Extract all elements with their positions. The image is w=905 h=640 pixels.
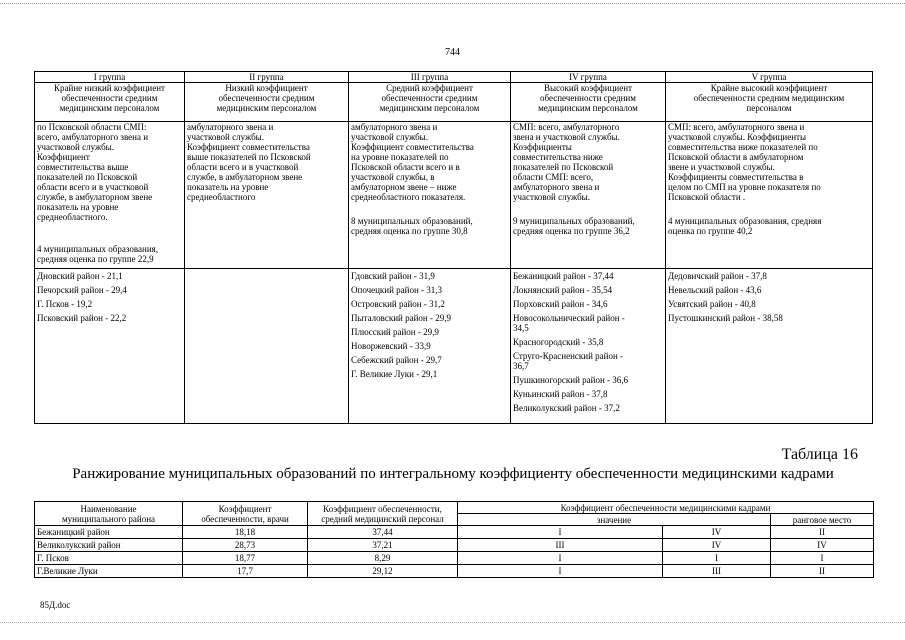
value-group-cell: IV	[663, 539, 771, 552]
value-group-cell: III	[458, 539, 663, 552]
district-item: Красногородский - 35,8	[513, 337, 604, 347]
value-group-cell: III	[663, 565, 771, 578]
rank-cell: II	[771, 526, 874, 539]
district-list-cell	[666, 269, 873, 424]
group-description: Средний коэффициент обеспеченности средним медицинским персоналом	[349, 83, 511, 122]
page-number: 744	[445, 47, 460, 58]
header-nurses: Коэффициент обеспеченности, средний медицинский персонал	[308, 502, 458, 526]
district-item: Локнянский район - 35,54	[513, 285, 613, 295]
table-row	[35, 552, 874, 565]
district-name-cell: Г. Псков	[35, 552, 183, 565]
rank-cell: IV	[771, 539, 874, 552]
groups-table	[34, 71, 873, 424]
district-list-cell	[185, 269, 349, 424]
district-item: Дновский район - 21,1	[37, 271, 123, 281]
district-item: Гдовский район - 31,9	[351, 271, 435, 281]
rank-cell: I	[771, 552, 874, 565]
district-list	[37, 271, 182, 323]
nurses-value-cell: 37,21	[308, 539, 458, 552]
footer-filename: 85Д.doc	[40, 600, 71, 610]
group-description: Крайне низкий коэффициент обеспеченности средним медицинским персоналом	[35, 83, 185, 122]
nurses-value-cell: 8,29	[308, 552, 458, 565]
district-item: Пыталовский район - 29,9	[351, 313, 451, 323]
district-item: Струго-Красненский район - 36,7	[513, 351, 624, 371]
group-label: IV группа	[511, 72, 666, 83]
nurses-value-cell: 37,44	[308, 526, 458, 539]
group-description: Крайне высокий коэффициент обеспеченности средним медицинским персоналом	[666, 83, 873, 122]
value-group-cell: IV	[663, 526, 771, 539]
group-text-cell	[35, 122, 185, 269]
group-text-cell	[666, 122, 873, 269]
district-item: Печорский район - 29,4	[37, 285, 127, 295]
district-list-cell	[511, 269, 666, 424]
header-district-name: Наименование муниципального района	[35, 502, 183, 526]
district-item: Великолукский район - 37,2	[513, 403, 620, 413]
district-item: Плюсский район - 29,9	[351, 327, 439, 337]
district-item: Новоржевский - 33,9	[351, 341, 431, 351]
table-number: Таблица 16	[781, 446, 858, 463]
district-item: Дедовичский район - 37,8	[668, 271, 767, 281]
group-label: II группа	[185, 72, 349, 83]
district-item: Усвятский район - 40,8	[668, 299, 756, 309]
district-list	[351, 271, 508, 379]
ranking-table	[34, 501, 874, 578]
group-text-cell	[349, 122, 511, 269]
header-medical-staff: Коэффициент обеспеченности медицинскими кадрами	[458, 502, 874, 514]
group-text: СМП: всего, амбулаторного звена и участковой службы. Коэффициенты совместительства ниже показателей по Псковской области в амбулаторном звене и участковой службы. Коэффициенты совместительства в целом по СМП на уровне показателя по Псковской области .	[668, 122, 821, 202]
bottom-border-line	[0, 622, 905, 623]
district-list	[513, 271, 663, 413]
district-item: Островский район - 31,2	[351, 299, 445, 309]
table-row	[35, 565, 874, 578]
header-doctors: Коэффициент обеспеченности, врачи	[183, 502, 308, 526]
group-text-row	[35, 122, 873, 269]
district-item: Бежаницкий район - 37,44	[513, 271, 614, 281]
district-list	[668, 271, 870, 323]
rank-cell: II	[771, 565, 874, 578]
value-group-cell: I	[458, 565, 663, 578]
district-name-cell: Великолукский район	[35, 539, 183, 552]
district-item: Куньинский район - 37,8	[513, 389, 608, 399]
district-item: Г. Великие Луки - 29,1	[351, 369, 438, 379]
group-text: амбулаторного звена и участковой службы. Коэффициент совместительства выше показателей по Псковской области всего и в участковой службе, в амбулаторном звене показатель на уровне среднеобластного	[187, 122, 311, 202]
group-description-row	[35, 83, 873, 122]
group-note: 4 муниципальных образования, средняя оценка по группе 40,2	[668, 216, 822, 236]
header-value: значение	[458, 514, 771, 526]
group-text: по Псковской области СМП: всего, амбулаторного звена и участковой службы. Коэффициент совместительства выше показателей по Псковской области всего и в участковой службе, в амбулаторном звене показатель на уровне среднеобластного.	[37, 122, 153, 222]
doctors-value-cell: 17,7	[183, 565, 308, 578]
group-text: СМП: всего, амбулаторного звена и участковой службы. Коэффициенты совместительства ниже показателей по Псковской области СМП: всего, амбулаторного звена и участковой службы.	[513, 122, 620, 202]
value-group-cell: I	[663, 552, 771, 565]
district-item: Г. Псков - 19,2	[37, 299, 93, 309]
top-border-line	[0, 3, 905, 4]
district-item: Псковский район - 22,2	[37, 313, 127, 323]
value-group-cell: I	[458, 552, 663, 565]
nurses-value-cell: 29,12	[308, 565, 458, 578]
group-description: Низкий коэффициент обеспеченности средним медицинским персоналом	[185, 83, 349, 122]
table-row	[35, 539, 874, 552]
group-description: Высокий коэффициент обеспеченности средним медицинским персоналом	[511, 83, 666, 122]
district-name-cell: Г.Великие Луки	[35, 565, 183, 578]
group-districts-row	[35, 269, 873, 424]
table-row	[35, 526, 874, 539]
group-note: 4 муниципальных образования, средняя оценка по группе 22,9	[37, 244, 159, 264]
district-item: Пустошкинский район - 38,58	[668, 313, 783, 323]
district-list-cell	[35, 269, 185, 424]
district-name-cell: Бежаницкий район	[35, 526, 183, 539]
group-text-cell	[185, 122, 349, 269]
district-item: Пушкиногорский район - 36,6	[513, 375, 629, 385]
group-label: III группа	[349, 72, 511, 83]
group-label-row	[35, 72, 873, 83]
group-label: I группа	[35, 72, 185, 83]
district-item: Себежский район - 29,7	[351, 355, 442, 365]
district-list-cell	[349, 269, 511, 424]
district-item: Опочецкий район - 31,3	[351, 285, 443, 295]
group-text-cell	[511, 122, 666, 269]
table-title: Ранжирование муниципальных образований по интегральному коэффициенту обеспеченности медицинскими кадрами	[72, 466, 834, 482]
header-rank: ранговое место	[771, 514, 874, 526]
district-item: Невельский район - 43,6	[668, 285, 762, 295]
district-item: Порховский район - 34,6	[513, 299, 608, 309]
group-text: амбулаторного звена и участковой службы. Коэффициент совместительства на уровне показателей по Псковской области всего и в участковой службы, в амбулаторном звене – ниже среднеобластного показателя.	[351, 122, 474, 202]
ranking-body	[35, 526, 874, 578]
doctors-value-cell: 18,18	[183, 526, 308, 539]
group-note: 9 муниципальных образований, средняя оценка по группе 36,2	[513, 216, 635, 236]
doctors-value-cell: 28,73	[183, 539, 308, 552]
doctors-value-cell: 18,77	[183, 552, 308, 565]
district-item: Новосокольнический район - 34,5	[513, 313, 625, 333]
group-note: 8 муниципальных образований, средняя оценка по группе 30,8	[351, 216, 473, 236]
group-label: V группа	[666, 72, 873, 83]
value-group-cell: I	[458, 526, 663, 539]
ranking-header-row	[35, 502, 874, 514]
